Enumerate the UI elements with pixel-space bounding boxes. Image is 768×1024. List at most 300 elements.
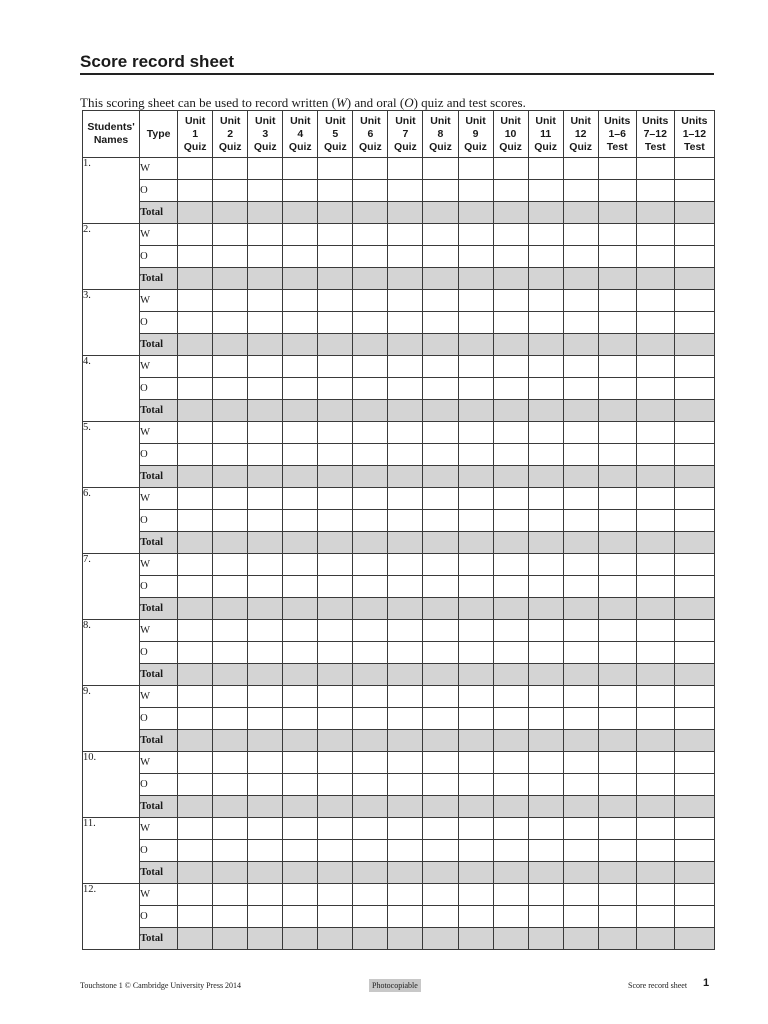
score-cell[interactable] [458,928,493,950]
score-cell[interactable] [423,356,458,378]
score-cell[interactable] [388,598,423,620]
score-cell[interactable] [388,840,423,862]
score-cell[interactable] [493,642,528,664]
score-cell[interactable] [178,818,213,840]
score-cell[interactable] [318,532,353,554]
score-cell[interactable] [423,598,458,620]
score-cell[interactable] [213,158,248,180]
score-cell[interactable] [528,598,563,620]
score-cell[interactable] [283,708,318,730]
score-cell[interactable] [493,268,528,290]
score-cell[interactable] [388,862,423,884]
score-cell[interactable] [388,774,423,796]
score-cell[interactable] [636,268,674,290]
score-cell[interactable] [353,224,388,246]
score-cell[interactable] [178,378,213,400]
score-cell[interactable] [353,664,388,686]
score-cell[interactable] [493,202,528,224]
score-cell[interactable] [458,422,493,444]
score-cell[interactable] [458,444,493,466]
score-cell[interactable] [493,180,528,202]
score-cell[interactable] [493,510,528,532]
score-cell[interactable] [493,774,528,796]
score-cell[interactable] [563,862,598,884]
score-cell[interactable] [353,488,388,510]
score-cell[interactable] [213,334,248,356]
score-cell[interactable] [674,378,714,400]
score-cell[interactable] [248,642,283,664]
score-cell[interactable] [528,752,563,774]
score-cell[interactable] [353,532,388,554]
score-cell[interactable] [283,202,318,224]
score-cell[interactable] [423,202,458,224]
score-cell[interactable] [353,796,388,818]
score-cell[interactable] [178,224,213,246]
score-cell[interactable] [178,202,213,224]
score-cell[interactable] [674,840,714,862]
score-cell[interactable] [423,620,458,642]
score-cell[interactable] [598,378,636,400]
score-cell[interactable] [388,466,423,488]
score-cell[interactable] [178,246,213,268]
score-cell[interactable] [458,488,493,510]
score-cell[interactable] [563,576,598,598]
score-cell[interactable] [493,840,528,862]
score-cell[interactable] [674,576,714,598]
score-cell[interactable] [353,268,388,290]
score-cell[interactable] [318,246,353,268]
score-cell[interactable] [248,224,283,246]
score-cell[interactable] [636,466,674,488]
score-cell[interactable] [318,466,353,488]
score-cell[interactable] [598,598,636,620]
score-cell[interactable] [563,158,598,180]
score-cell[interactable] [213,796,248,818]
score-cell[interactable] [423,884,458,906]
score-cell[interactable] [178,752,213,774]
score-cell[interactable] [318,884,353,906]
score-cell[interactable] [318,928,353,950]
score-cell[interactable] [563,906,598,928]
score-cell[interactable] [248,312,283,334]
score-cell[interactable] [563,598,598,620]
score-cell[interactable] [598,400,636,422]
score-cell[interactable] [458,884,493,906]
score-cell[interactable] [528,906,563,928]
score-cell[interactable] [388,642,423,664]
score-cell[interactable] [458,290,493,312]
score-cell[interactable] [283,554,318,576]
score-cell[interactable] [248,246,283,268]
score-cell[interactable] [388,224,423,246]
score-cell[interactable] [283,422,318,444]
score-cell[interactable] [283,224,318,246]
score-cell[interactable] [178,312,213,334]
score-cell[interactable] [353,290,388,312]
score-cell[interactable] [636,884,674,906]
score-cell[interactable] [674,532,714,554]
score-cell[interactable] [563,884,598,906]
score-cell[interactable] [636,576,674,598]
score-cell[interactable] [213,466,248,488]
score-cell[interactable] [423,312,458,334]
score-cell[interactable] [528,642,563,664]
score-cell[interactable] [178,576,213,598]
score-cell[interactable] [283,488,318,510]
score-cell[interactable] [674,356,714,378]
score-cell[interactable] [563,642,598,664]
score-cell[interactable] [283,818,318,840]
score-cell[interactable] [248,378,283,400]
student-name-cell[interactable]: 6. [83,488,140,554]
score-cell[interactable] [283,796,318,818]
score-cell[interactable] [178,686,213,708]
score-cell[interactable] [353,422,388,444]
score-cell[interactable] [674,158,714,180]
score-cell[interactable] [388,510,423,532]
score-cell[interactable] [598,532,636,554]
score-cell[interactable] [636,422,674,444]
score-cell[interactable] [636,862,674,884]
score-cell[interactable] [458,862,493,884]
score-cell[interactable] [493,466,528,488]
score-cell[interactable] [178,422,213,444]
student-name-cell[interactable]: 9. [83,686,140,752]
score-cell[interactable] [388,180,423,202]
score-cell[interactable] [528,730,563,752]
score-cell[interactable] [458,642,493,664]
score-cell[interactable] [283,862,318,884]
score-cell[interactable] [528,532,563,554]
score-cell[interactable] [674,664,714,686]
score-cell[interactable] [353,356,388,378]
score-cell[interactable] [458,268,493,290]
score-cell[interactable] [423,752,458,774]
score-cell[interactable] [458,664,493,686]
score-cell[interactable] [388,488,423,510]
score-cell[interactable] [178,532,213,554]
score-cell[interactable] [563,488,598,510]
score-cell[interactable] [636,378,674,400]
score-cell[interactable] [563,444,598,466]
score-cell[interactable] [674,708,714,730]
score-cell[interactable] [283,378,318,400]
score-cell[interactable] [353,774,388,796]
student-name-cell[interactable]: 11. [83,818,140,884]
score-cell[interactable] [423,708,458,730]
score-cell[interactable] [283,686,318,708]
score-cell[interactable] [493,400,528,422]
score-cell[interactable] [493,422,528,444]
score-cell[interactable] [458,576,493,598]
score-cell[interactable] [493,576,528,598]
score-cell[interactable] [353,928,388,950]
score-cell[interactable] [178,862,213,884]
score-cell[interactable] [213,180,248,202]
score-cell[interactable] [388,312,423,334]
score-cell[interactable] [528,466,563,488]
score-cell[interactable] [283,400,318,422]
score-cell[interactable] [388,928,423,950]
score-cell[interactable] [388,158,423,180]
score-cell[interactable] [528,290,563,312]
score-cell[interactable] [636,334,674,356]
score-cell[interactable] [674,862,714,884]
score-cell[interactable] [636,598,674,620]
score-cell[interactable] [178,840,213,862]
score-cell[interactable] [563,818,598,840]
score-cell[interactable] [178,180,213,202]
score-cell[interactable] [493,862,528,884]
score-cell[interactable] [528,664,563,686]
score-cell[interactable] [493,378,528,400]
score-cell[interactable] [598,444,636,466]
score-cell[interactable] [528,180,563,202]
score-cell[interactable] [178,906,213,928]
score-cell[interactable] [318,642,353,664]
score-cell[interactable] [458,400,493,422]
score-cell[interactable] [528,422,563,444]
score-cell[interactable] [598,708,636,730]
score-cell[interactable] [178,334,213,356]
score-cell[interactable] [318,378,353,400]
score-cell[interactable] [248,290,283,312]
score-cell[interactable] [318,620,353,642]
score-cell[interactable] [493,620,528,642]
score-cell[interactable] [353,708,388,730]
score-cell[interactable] [248,774,283,796]
score-cell[interactable] [674,202,714,224]
score-cell[interactable] [423,378,458,400]
score-cell[interactable] [388,246,423,268]
score-cell[interactable] [318,356,353,378]
score-cell[interactable] [458,158,493,180]
score-cell[interactable] [493,664,528,686]
score-cell[interactable] [178,884,213,906]
score-cell[interactable] [563,554,598,576]
score-cell[interactable] [248,400,283,422]
score-cell[interactable] [528,774,563,796]
score-cell[interactable] [563,620,598,642]
score-cell[interactable] [493,818,528,840]
score-cell[interactable] [636,158,674,180]
score-cell[interactable] [674,268,714,290]
score-cell[interactable] [674,642,714,664]
score-cell[interactable] [636,620,674,642]
score-cell[interactable] [598,840,636,862]
score-cell[interactable] [248,906,283,928]
score-cell[interactable] [563,664,598,686]
score-cell[interactable] [458,378,493,400]
score-cell[interactable] [353,686,388,708]
score-cell[interactable] [318,488,353,510]
score-cell[interactable] [213,312,248,334]
score-cell[interactable] [248,818,283,840]
score-cell[interactable] [563,730,598,752]
score-cell[interactable] [213,686,248,708]
score-cell[interactable] [178,642,213,664]
score-cell[interactable] [636,752,674,774]
score-cell[interactable] [528,488,563,510]
score-cell[interactable] [598,928,636,950]
score-cell[interactable] [388,664,423,686]
score-cell[interactable] [458,818,493,840]
score-cell[interactable] [493,246,528,268]
score-cell[interactable] [213,906,248,928]
score-cell[interactable] [598,488,636,510]
score-cell[interactable] [423,774,458,796]
score-cell[interactable] [353,862,388,884]
score-cell[interactable] [636,708,674,730]
score-cell[interactable] [528,312,563,334]
score-cell[interactable] [248,840,283,862]
score-cell[interactable] [423,576,458,598]
score-cell[interactable] [493,686,528,708]
score-cell[interactable] [423,840,458,862]
score-cell[interactable] [636,488,674,510]
score-cell[interactable] [423,642,458,664]
score-cell[interactable] [178,356,213,378]
score-cell[interactable] [493,884,528,906]
score-cell[interactable] [213,620,248,642]
score-cell[interactable] [563,312,598,334]
score-cell[interactable] [598,510,636,532]
score-cell[interactable] [318,752,353,774]
score-cell[interactable] [178,928,213,950]
score-cell[interactable] [423,928,458,950]
score-cell[interactable] [423,730,458,752]
score-cell[interactable] [458,906,493,928]
score-cell[interactable] [598,202,636,224]
student-name-cell[interactable]: 12. [83,884,140,950]
score-cell[interactable] [563,268,598,290]
score-cell[interactable] [248,158,283,180]
score-cell[interactable] [674,334,714,356]
score-cell[interactable] [636,642,674,664]
score-cell[interactable] [636,224,674,246]
score-cell[interactable] [458,202,493,224]
score-cell[interactable] [283,884,318,906]
score-cell[interactable] [598,246,636,268]
student-name-cell[interactable]: 7. [83,554,140,620]
score-cell[interactable] [598,576,636,598]
student-name-cell[interactable]: 8. [83,620,140,686]
score-cell[interactable] [563,774,598,796]
score-cell[interactable] [353,642,388,664]
score-cell[interactable] [213,510,248,532]
score-cell[interactable] [563,796,598,818]
score-cell[interactable] [674,620,714,642]
score-cell[interactable] [423,444,458,466]
score-cell[interactable] [598,730,636,752]
score-cell[interactable] [283,576,318,598]
score-cell[interactable] [353,334,388,356]
score-cell[interactable] [674,752,714,774]
score-cell[interactable] [528,224,563,246]
score-cell[interactable] [674,686,714,708]
score-cell[interactable] [178,268,213,290]
score-cell[interactable] [674,598,714,620]
score-cell[interactable] [318,224,353,246]
score-cell[interactable] [674,818,714,840]
student-name-cell[interactable]: 5. [83,422,140,488]
score-cell[interactable] [636,400,674,422]
score-cell[interactable] [636,928,674,950]
score-cell[interactable] [636,840,674,862]
score-cell[interactable] [458,598,493,620]
score-cell[interactable] [248,268,283,290]
score-cell[interactable] [318,730,353,752]
score-cell[interactable] [283,774,318,796]
score-cell[interactable] [213,224,248,246]
score-cell[interactable] [423,290,458,312]
score-cell[interactable] [528,356,563,378]
score-cell[interactable] [598,620,636,642]
score-cell[interactable] [283,290,318,312]
student-name-cell[interactable]: 1. [83,158,140,224]
score-cell[interactable] [318,268,353,290]
score-cell[interactable] [388,906,423,928]
score-cell[interactable] [636,356,674,378]
score-cell[interactable] [353,840,388,862]
score-cell[interactable] [318,664,353,686]
score-cell[interactable] [598,290,636,312]
score-cell[interactable] [423,532,458,554]
score-cell[interactable] [636,686,674,708]
score-cell[interactable] [388,532,423,554]
score-cell[interactable] [493,488,528,510]
score-cell[interactable] [598,664,636,686]
score-cell[interactable] [674,400,714,422]
score-cell[interactable] [318,906,353,928]
score-cell[interactable] [178,620,213,642]
score-cell[interactable] [598,268,636,290]
score-cell[interactable] [563,466,598,488]
score-cell[interactable] [388,884,423,906]
score-cell[interactable] [248,356,283,378]
score-cell[interactable] [563,752,598,774]
score-cell[interactable] [283,180,318,202]
score-cell[interactable] [674,422,714,444]
score-cell[interactable] [388,796,423,818]
score-cell[interactable] [674,444,714,466]
score-cell[interactable] [283,466,318,488]
score-cell[interactable] [598,466,636,488]
score-cell[interactable] [388,576,423,598]
score-cell[interactable] [248,620,283,642]
score-cell[interactable] [318,818,353,840]
score-cell[interactable] [528,862,563,884]
score-cell[interactable] [493,928,528,950]
score-cell[interactable] [178,488,213,510]
score-cell[interactable] [353,400,388,422]
score-cell[interactable] [493,224,528,246]
score-cell[interactable] [353,576,388,598]
score-cell[interactable] [388,686,423,708]
score-cell[interactable] [636,664,674,686]
score-cell[interactable] [674,928,714,950]
score-cell[interactable] [213,268,248,290]
score-cell[interactable] [528,268,563,290]
score-cell[interactable] [213,532,248,554]
score-cell[interactable] [248,466,283,488]
score-cell[interactable] [423,158,458,180]
score-cell[interactable] [528,796,563,818]
score-cell[interactable] [458,180,493,202]
score-cell[interactable] [388,202,423,224]
score-cell[interactable] [318,796,353,818]
score-cell[interactable] [674,290,714,312]
